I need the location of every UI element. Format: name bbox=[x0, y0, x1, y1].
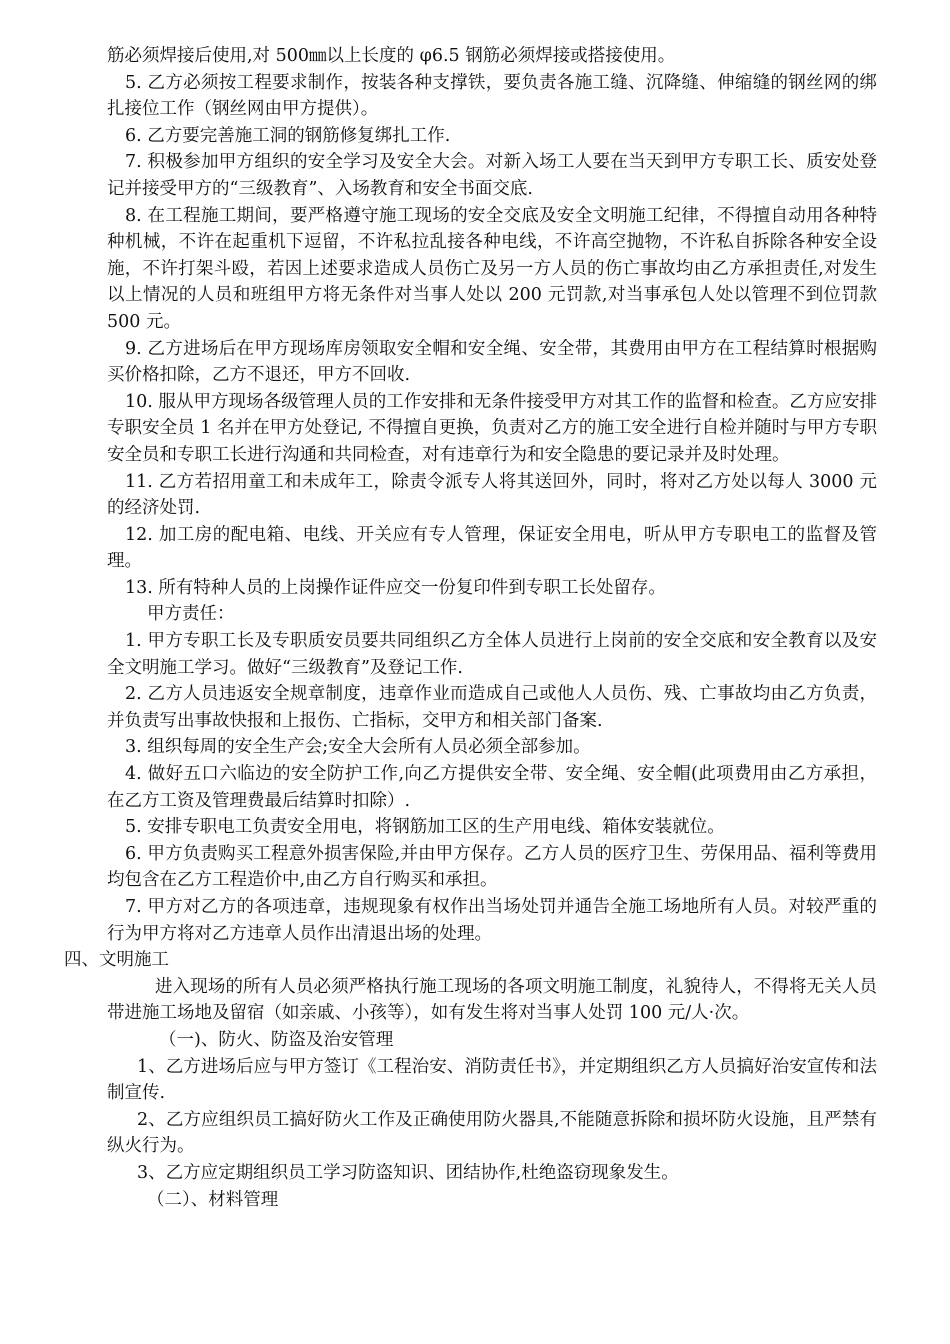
paragraph: 5. 乙方必须按工程要求制作，按装各种支撑铁，要负责各施工缝、沉降缝、伸缩缝的钢丝网的绑扎接位工作（钢丝网由甲方提供）。 bbox=[107, 72, 877, 120]
document-body bbox=[64, 43, 877, 1213]
paragraph: 9. 乙方进场后在甲方现场库房领取安全帽和安全绳、安全带，其费用由甲方在工程结算时根据购买价格扣除，乙方不退还，甲方不回收. bbox=[107, 338, 877, 386]
paragraph: 1. 甲方专职工长及专职质安员要共同组织乙方全体人员进行上岗前的安全交底和安全教育以及安全文明施工学习。做好“三级教育”及登记工作. bbox=[107, 631, 877, 678]
section-heading: 四、文明施工 bbox=[64, 950, 169, 971]
section-subheading: （一)、防火、防盗及治安管理 bbox=[159, 1029, 394, 1050]
paragraph: 1、乙方进场后应与甲方签订《工程治安、消防责任书》，并定期组织乙方人员搞好治安宣传和法制宣传. bbox=[107, 1056, 877, 1104]
paragraph: 8. 在工程施工期间，要严格遵守施工现场的安全交底及安全文明施工纪律，不得擅自动用各种特种机械，不许在起重机下逗留，不许私拉乱接各种电线，不许高空抛物，不许私自拆除各种安全设施，不许打架斗殴，若因上述要求造成人员伤亡及另一方人员的伤亡事故均由乙方承担责任,对发生以上情况的人员和班组甲方将无条件对当事人处以 200 元罚款,对当事承包人处以管理不到位罚款 500 元。 bbox=[107, 205, 877, 332]
paragraph: 11. 乙方若招用童工和未成年工，除责令派专人将其送回外，同时，将对乙方处以每人 3000 元的经济处罚. bbox=[107, 471, 877, 519]
paragraph: 2、乙方应组织员工搞好防火工作及正确使用防火器具,不能随意拆除和损坏防火设施，且严禁有纵火行为。 bbox=[107, 1109, 877, 1157]
paragraph: 5. 安排专职电工负责安全用电，将钢筋加工区的生产用电线、箱体安装就位。 bbox=[125, 817, 725, 838]
section-subheading: （二）、材料管理 bbox=[147, 1189, 279, 1210]
paragraph: 4. 做好五口六临边的安全防护工作,向乙方提供安全带、安全绳、安全帽(此项费用由乙方承担，在乙方工资及管理费最后结算时扣除）. bbox=[107, 764, 877, 811]
section-subheading: 甲方责任： bbox=[147, 604, 235, 625]
paragraph: 2. 乙方人员违返安全规章制度，违章作业而造成自己或他人人员伤、残、亡事故均由乙方负责，并负责写出事故快报和上报伤、亡指标，交甲方和相关部门备案. bbox=[107, 684, 877, 731]
paragraph: 进入现场的所有人员必须严格执行施工现场的各项文明施工制度，礼貌待人，不得将无关人员带进施工场地及留宿（如亲戚、小孩等），如有发生将对当事人处罚 100 元/人·次。 bbox=[107, 976, 877, 1024]
paragraph: 6. 甲方负责购买工程意外损害保险,并由甲方保存。乙方人员的医疗卫生、劳保用品、福利等费用均包含在乙方工程造价中,由乙方自行购买和承担。 bbox=[107, 843, 877, 891]
paragraph: 3. 组织每周的安全生产会;安全大会所有人员必须全部参加。 bbox=[125, 737, 591, 758]
paragraph: 筋必须焊接后使用,对 500㎜以上长度的 φ6.5 钢筋必须焊接或搭接使用。 bbox=[107, 46, 676, 66]
paragraph: 7. 甲方对乙方的各项违章，违规现象有权作出当场处罚并通告全施工场地所有人员。对较严重的行为甲方将对乙方违章人员作出清退出场的处理。 bbox=[107, 897, 877, 944]
paragraph: 6. 乙方要完善施工洞的钢筋修复绑扎工作. bbox=[125, 125, 451, 146]
paragraph: 13. 所有特种人员的上岗操作证件应交一份复印件到专职工长处留存。 bbox=[125, 577, 666, 598]
paragraph: 12. 加工房的配电箱、电线、开关应有专人管理，保证安全用电，听从甲方专职电工的监督及管理。 bbox=[107, 524, 877, 572]
paragraph: 7. 积极参加甲方组织的安全学习及安全大会。对新入场工人要在当天到甲方专职工长、质安处登记并接受甲方的“三级教育”、入场教育和安全书面交底. bbox=[107, 152, 877, 199]
paragraph: 10. 服从甲方现场各级管理人员的工作安排和无条件接受甲方对其工作的监督和检查。乙方应安排专职安全员 1 名并在甲方处登记, 不得擅自更换，负责对乙方的施工安全进行自检并随时与甲方专职安全员和专职工长进行沟通和共同检查，对有违章行为和安全隐患的要记录并及时处理。 bbox=[107, 391, 877, 465]
paragraph: 3、乙方应定期组织员工学习防盗知识、团结协作,杜绝盗窃现象发生。 bbox=[137, 1162, 679, 1183]
